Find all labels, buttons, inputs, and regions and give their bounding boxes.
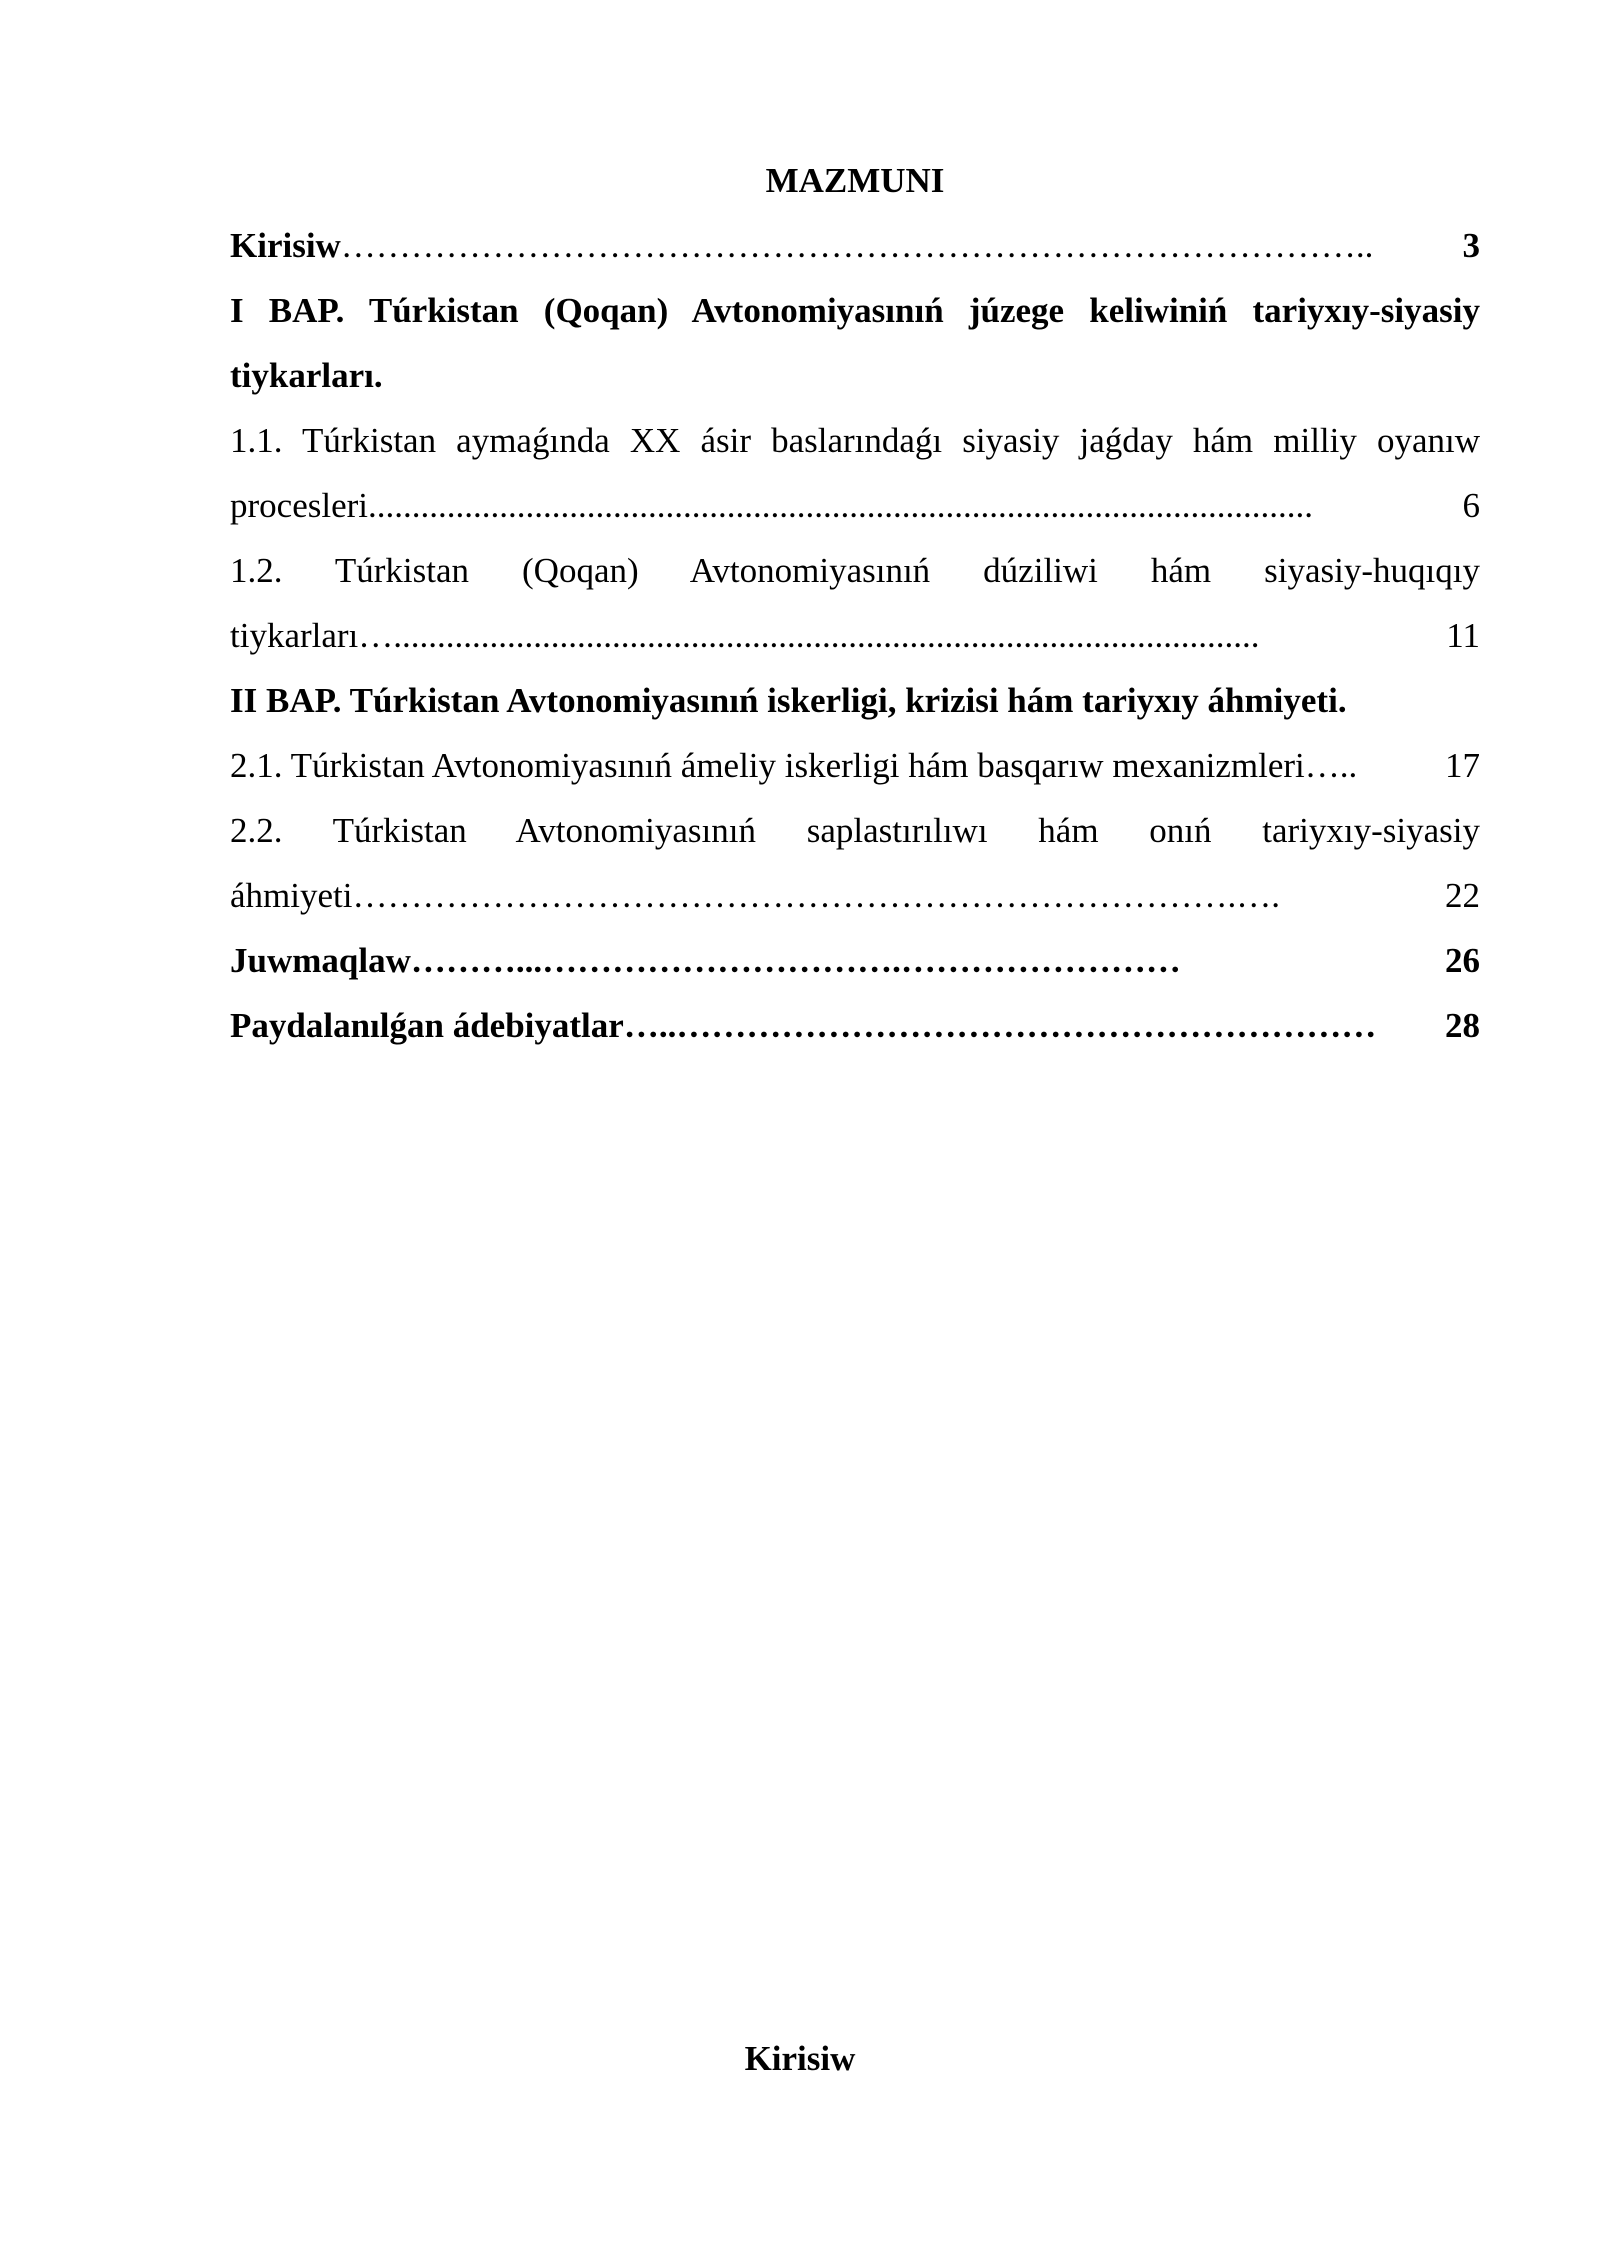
toc-page-number: 17 [1445, 746, 1480, 785]
toc-page-number: 6 [1462, 486, 1480, 525]
toc-leader-dots: ............................................................................................................ [367, 486, 1313, 525]
toc-entry-references [230, 993, 1480, 1058]
toc-entry-label: tiykarları [230, 616, 359, 655]
toc-entry-introduction [230, 213, 1480, 278]
toc-leader-dots: …………………………………………………………………………….. [340, 226, 1374, 265]
toc-page-number: 26 [1445, 941, 1480, 980]
toc-entry-label: áhmiyeti [230, 876, 353, 915]
toc-entry-label: Paydalanılǵan ádebiyatlar [230, 1006, 624, 1045]
toc-section-2-2-line2 [230, 863, 1480, 928]
table-of-contents [230, 148, 1480, 1058]
introduction-heading: Kirisiw [744, 2039, 856, 2078]
toc-page-number: 11 [1446, 616, 1480, 655]
toc-entry-conclusion [230, 928, 1480, 993]
toc-section-1-1-line1: 1.1. Túrkistan aymaǵında XX ásir baslarındaǵı siyasiy jaǵday hám milliy oyanıw [230, 421, 1480, 460]
toc-leader-dots: ….. [1304, 746, 1358, 785]
toc-chapter-1-heading-line1: I BAP. Túrkistan (Qoqan) Avtonomiyasınıń júzege keliwiniń tariyxıy-siyasiy [230, 291, 1480, 330]
toc-leader-dots: …................................................................................................... [358, 616, 1260, 655]
toc-section-2-2-line1: 2.2. Túrkistan Avtonomiyasınıń saplastırılıwı hám onıń tariyxıy-siyasiy [230, 811, 1480, 850]
toc-section-2-1 [230, 733, 1480, 798]
toc-entry-label: Juwmaqlaw [230, 941, 411, 980]
toc-title: MAZMUNI [765, 161, 945, 200]
toc-chapter-1-heading-line2: tiykarları. [230, 356, 383, 395]
toc-entry-label: Kirisiw [230, 226, 341, 265]
toc-section-1-2-line2 [230, 603, 1480, 668]
toc-page-number: 28 [1445, 1006, 1480, 1045]
toc-leader-dots: ………………………………………………………………….…. [352, 876, 1280, 915]
toc-section-1-2-line1: 1.2. Túrkistan (Qoqan) Avtonomiyasınıń dúziliwi hám siyasiy-huqıqıy [230, 551, 1480, 590]
toc-page-number: 22 [1445, 876, 1480, 915]
toc-chapter-2-heading: II BAP. Túrkistan Avtonomiyasınıń iskerligi, krizisi hám tariyxıy áhmiyeti. [230, 681, 1347, 720]
toc-entry-label: 2.1. Túrkistan Avtonomiyasınıń ámeliy iskerligi hám basqarıw mexanizmleri [230, 746, 1305, 785]
toc-page-number: 3 [1462, 226, 1480, 265]
toc-section-1-1-line2 [230, 473, 1480, 538]
toc-leader-dots: …..…………………………………………………… [623, 1006, 1377, 1045]
toc-leader-dots: ………...………………………….…………………… [410, 941, 1181, 980]
toc-entry-label: procesleri [230, 486, 368, 525]
